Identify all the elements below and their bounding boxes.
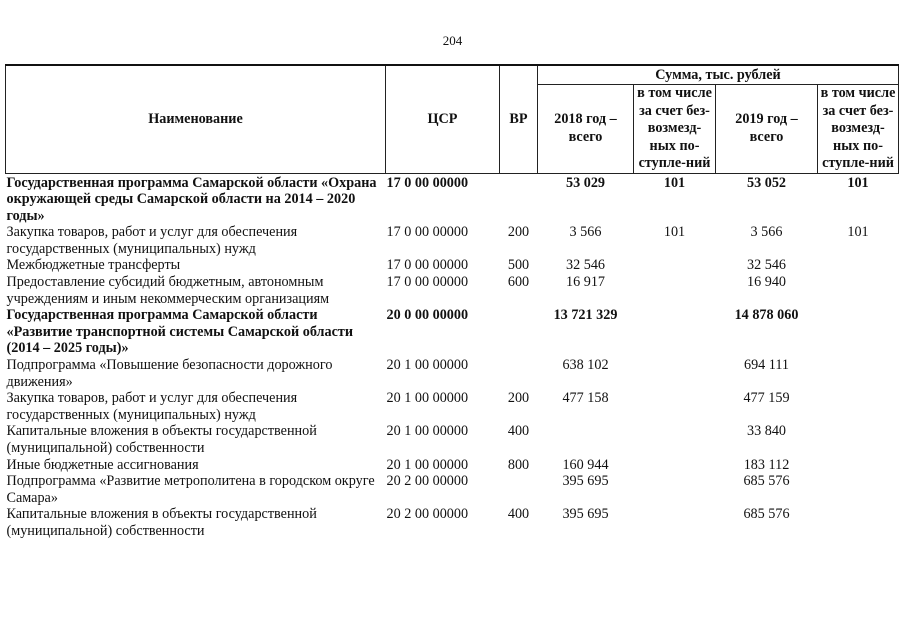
cell-vr: [500, 307, 538, 357]
cell-2019-total: 685 576: [743, 506, 790, 523]
cell-csr: 20 0 00 00000: [386, 307, 469, 324]
cell-2019-total: 694 111: [743, 357, 790, 374]
cell-2019-total: 477 159: [743, 390, 790, 407]
cell-2018-total: 3 566: [569, 224, 602, 241]
cell-2019-incl: [818, 357, 899, 390]
cell-2018-total: 160 944: [562, 456, 609, 473]
cell-2019-total: 16 940: [746, 274, 786, 291]
cell-2019-total: 53 052: [746, 174, 786, 191]
cell-csr: 20 1 00 00000: [386, 390, 469, 407]
page-number: 204: [442, 33, 463, 48]
header-csr: ЦСР: [386, 65, 500, 173]
cell-name: Капитальные вложения в объекты государственной (муниципальной) собственности: [6, 506, 317, 539]
table-row: [6, 274, 899, 307]
cell-2018-incl: [634, 506, 716, 539]
cell-2019-total: 3 566: [750, 224, 783, 241]
cell-2018-incl: [634, 307, 716, 357]
cell-vr: [500, 173, 538, 224]
cell-2018-incl: [634, 473, 716, 506]
cell-2019-incl: [818, 274, 899, 307]
table-row: [6, 457, 899, 474]
header-2019-total: 2019 год – всего: [716, 85, 818, 174]
cell-csr: 20 2 00 00000: [386, 473, 469, 490]
table-row: [6, 173, 899, 224]
header-vr: ВР: [500, 65, 538, 173]
table-row: [6, 473, 899, 506]
cell-csr: 17 0 00 00000: [386, 174, 469, 191]
cell-2019-total: 685 576: [743, 473, 790, 490]
cell-2018-total: 16 917: [565, 274, 605, 291]
cell-2018-incl: [634, 257, 716, 274]
cell-csr: 20 1 00 00000: [386, 456, 469, 473]
cell-2019-incl: 101: [847, 174, 869, 191]
cell-2018-incl: [634, 357, 716, 390]
cell-2019-total: 32 546: [746, 257, 786, 274]
cell-name: Подпрограмма «Развитие метрополитена в городском округе Самара»: [6, 473, 375, 506]
table-row: [6, 423, 899, 456]
header-sum-group: Сумма, тыс. рублей: [538, 65, 899, 85]
cell-2018-total: 477 158: [562, 390, 609, 407]
cell-2019-incl: [818, 257, 899, 274]
cell-2018-total: 32 546: [565, 257, 605, 274]
cell-name: Подпрограмма «Повышение безопасности дорожного движения»: [6, 357, 333, 390]
cell-name: Закупка товаров, работ и услуг для обеспечения государственных (муниципальных) нужд: [6, 224, 298, 257]
cell-2018-incl: [634, 274, 716, 307]
cell-vr: 400: [507, 423, 530, 440]
cell-2018-total: 53 029: [565, 174, 605, 191]
cell-2019-incl: [818, 457, 899, 474]
table-row: [6, 257, 899, 274]
table-row: [6, 390, 899, 423]
table-header: [6, 65, 899, 173]
cell-name: Закупка товаров, работ и услуг для обеспечения государственных (муниципальных) нужд: [6, 390, 298, 423]
cell-vr: 800: [507, 456, 530, 473]
cell-vr: 500: [507, 257, 530, 274]
cell-2019-incl: [818, 473, 899, 506]
cell-vr: 400: [507, 506, 530, 523]
cell-2019-incl: [818, 307, 899, 357]
header-2018-incl: в том числе за счет без-возмезд-ных по-ступле-ний: [634, 85, 716, 174]
cell-name: Государственная программа Самарской области «Развитие транспортной системы Самарской области (2014 – 2025 годы)»: [6, 307, 354, 357]
cell-2018-incl: 101: [663, 224, 686, 241]
table-row: [6, 357, 899, 390]
cell-2019-total: 33 840: [746, 423, 786, 440]
cell-2018-total: 395 695: [562, 506, 609, 523]
table-body: [6, 173, 899, 540]
cell-name: Предоставление субсидий бюджетным, автономным учреждениям и иным некоммерческим организациям: [6, 274, 330, 307]
cell-name: Капитальные вложения в объекты государственной (муниципальной) собственности: [6, 423, 317, 456]
cell-2018-total: 395 695: [562, 473, 609, 490]
cell-csr: 20 2 00 00000: [386, 506, 469, 523]
header-name: Наименование: [6, 65, 386, 173]
cell-csr: 17 0 00 00000: [386, 224, 469, 241]
cell-2019-incl: [818, 423, 899, 456]
table-row: [6, 307, 899, 357]
cell-2018-total: [538, 423, 634, 456]
cell-2019-total: 183 112: [743, 456, 790, 473]
cell-vr: 200: [507, 224, 530, 241]
cell-2018-total: 13 721 329: [553, 307, 618, 324]
budget-table: [5, 64, 899, 540]
table-row: [6, 224, 899, 257]
cell-2019-incl: [818, 390, 899, 423]
cell-2019-incl: 101: [847, 224, 869, 241]
cell-name: Государственная программа Самарской области «Охрана окружающей среды Самарской области на 2014 – 2020 годы»: [6, 174, 377, 224]
cell-2019-total: 14 878 060: [734, 307, 799, 324]
cell-vr: 200: [507, 390, 530, 407]
cell-name: Иные бюджетные ассигнования: [6, 456, 199, 473]
cell-vr: [500, 473, 538, 506]
header-2018-total: 2018 год – всего: [538, 85, 634, 174]
cell-csr: 17 0 00 00000: [386, 274, 469, 291]
cell-vr: 600: [507, 274, 530, 291]
cell-2019-incl: [818, 506, 899, 539]
cell-csr: 17 0 00 00000: [386, 257, 469, 274]
cell-2018-incl: [634, 423, 716, 456]
cell-2018-incl: [634, 390, 716, 423]
cell-name: Межбюджетные трансферты: [6, 257, 181, 274]
cell-2018-total: 638 102: [562, 357, 609, 374]
cell-csr: 20 1 00 00000: [386, 423, 469, 440]
cell-2018-incl: [634, 457, 716, 474]
table-row: [6, 506, 899, 539]
cell-csr: 20 1 00 00000: [386, 357, 469, 374]
cell-2018-incl: 101: [663, 174, 686, 191]
header-2019-incl: в том числе за счет без-возмезд-ных по-ступле-ний: [818, 85, 899, 174]
cell-vr: [500, 357, 538, 390]
